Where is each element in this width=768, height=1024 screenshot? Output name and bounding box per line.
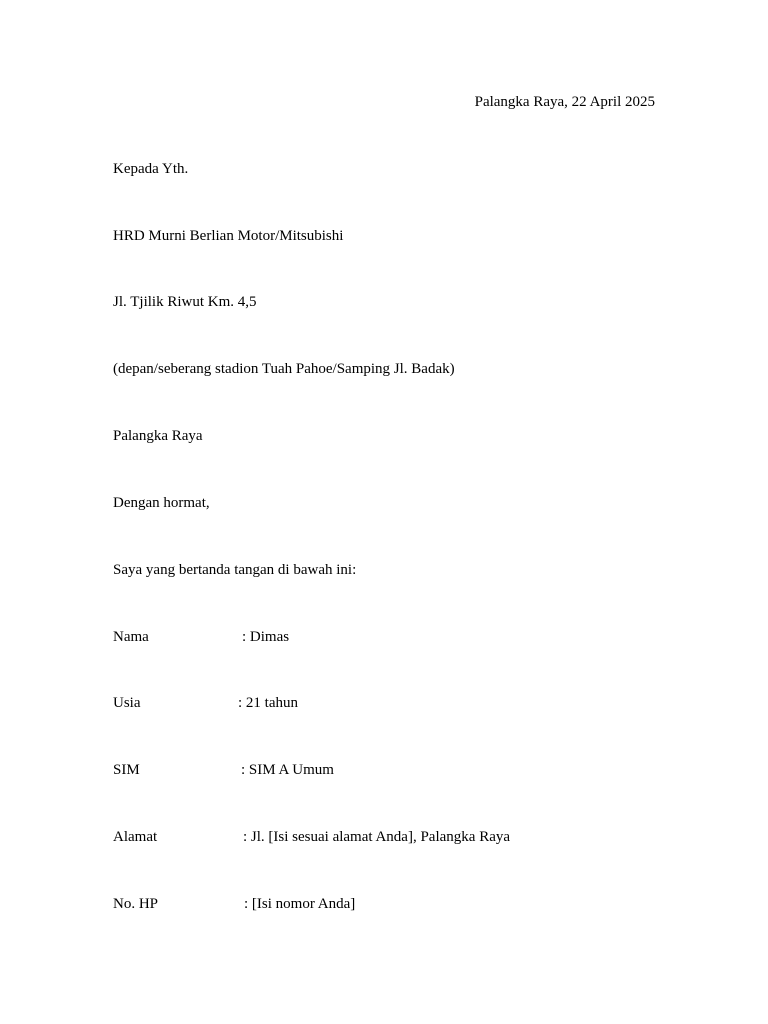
field-label-no-hp: No. HP bbox=[113, 896, 159, 912]
intro-text: Saya yang bertanda tangan di bawah ini: bbox=[113, 562, 357, 578]
place-date: Palangka Raya, 22 April 2025 bbox=[474, 94, 655, 110]
greeting: Dengan hormat, bbox=[113, 495, 210, 511]
field-value-alamat: : Jl. [Isi sesuai alamat Anda], Palangka Raya bbox=[243, 829, 511, 845]
field-label-nama: Nama bbox=[113, 629, 149, 645]
field-value-no-hp: : [Isi nomor Anda] bbox=[244, 896, 356, 912]
field-label-usia: Usia bbox=[113, 695, 141, 711]
recipient-city: Palangka Raya bbox=[113, 428, 203, 444]
recipient-street: Jl. Tjilik Riwut Km. 4,5 bbox=[113, 294, 257, 310]
recipient-company: HRD Murni Berlian Motor/Mitsubishi bbox=[113, 228, 344, 244]
field-label-alamat: Alamat bbox=[113, 829, 158, 845]
field-value-nama: : Dimas bbox=[242, 629, 290, 645]
recipient-landmark: (depan/seberang stadion Tuah Pahoe/Samping Jl. Badak) bbox=[113, 361, 455, 377]
field-value-usia: : 21 tahun bbox=[238, 695, 298, 711]
recipient-salutation: Kepada Yth. bbox=[113, 161, 189, 177]
field-value-sim: : SIM A Umum bbox=[241, 762, 334, 778]
field-label-sim: SIM bbox=[113, 762, 140, 778]
